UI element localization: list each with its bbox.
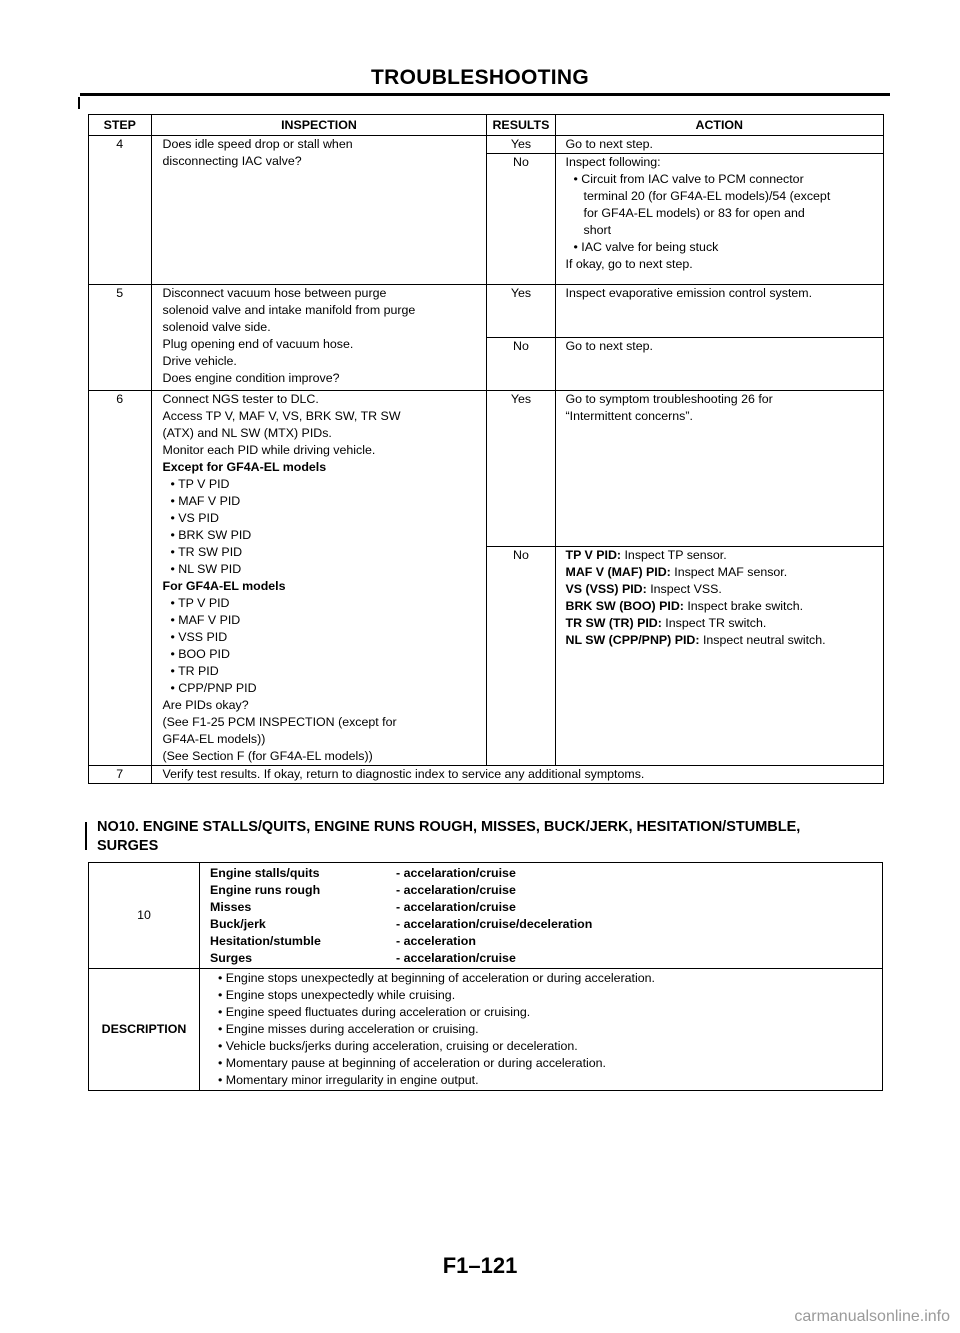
action-cell [555,391,884,547]
pid-item: • TR SW PID [170,545,243,559]
table-row [89,863,883,969]
section-heading-line: NO10. ENGINE STALLS/QUITS, ENGINE RUNS ROUGH, MISSES, BUCK/JERK, HESITATION/STUMBLE, [97,819,801,835]
symptom-item: Hesitation/stumble - acceleration [210,934,476,948]
step-5-label: 5 [116,286,124,300]
inspection-line: Does idle speed drop or stall when [162,137,353,151]
description-item: • Momentary minor irregularity in engine output. [218,1073,479,1087]
result-no [487,338,555,391]
action-text: If okay, go to next step. [565,257,693,271]
pid-item: • VSS PID [170,630,228,644]
margin-mark [85,822,87,850]
step-7-label: 7 [116,767,124,781]
result-label: Yes [510,137,532,151]
action-text: Inspect evaporative emission control system. [565,286,813,300]
inspection-line: Does engine condition improve? [162,371,340,385]
step-4-label: 4 [116,137,124,151]
action-text: Go to symptom troubleshooting 26 for [565,392,773,406]
description-item: • Engine stops unexpectedly at beginning of acceleration or during acceleration. [218,971,655,985]
section-heading [97,818,800,856]
step-inspection [151,136,487,285]
action-text: short [583,223,612,237]
pid-item: • BRK SW PID [170,528,252,542]
symptom-item: Engine stalls/quits - accelaration/cruise [210,866,516,880]
page-title: TROUBLESHOOTING [371,66,589,89]
result-label: No [513,548,529,562]
action-text: Go to next step. [565,137,653,151]
inspection-line: Verify test results. If okay, return to diagnostic index to service any additional symptoms. [162,767,645,781]
symptom-item: Misses - accelaration/cruise [210,900,516,914]
inspection-line: (See F1-25 PCM INSPECTION (except for [162,715,397,729]
table-row [89,969,883,1091]
action-text: TP V PID: Inspect TP sensor. [565,548,727,562]
action-bullet: • Circuit from IAC valve to PCM connector [573,172,804,186]
step-number [89,285,152,391]
inspection-line: solenoid valve side. [162,320,271,334]
action-cell [555,285,884,338]
action-text: terminal 20 (for GF4A-EL models)/54 (except [583,189,831,203]
action-text: NL SW (CPP/PNP) PID: Inspect neutral switch. [565,633,826,647]
symptom-item: Surges - accelaration/cruise [210,951,516,965]
inspection-line: Connect NGS tester to DLC. [162,392,319,406]
action-text: MAF V (MAF) PID: Inspect MAF sensor. [565,565,788,579]
pid-item: • TP V PID [170,596,230,610]
inspection-line: Plug opening end of vacuum hose. [162,337,354,351]
step-inspection [151,766,884,784]
inspection-line: (ATX) and NL SW (MTX) PIDs. [162,426,332,440]
inspection-line: Are PIDs okay? [162,698,249,712]
result-yes [487,391,555,547]
section-heading-line: SURGES [97,838,159,854]
result-no [487,547,555,766]
table-row [89,766,884,784]
description-item: • Engine stops unexpectedly while cruising. [218,988,456,1002]
inspection-line: Disconnect vacuum hose between purge [162,286,387,300]
result-label: No [513,155,529,169]
inspection-line: GF4A-EL models)) [162,732,266,746]
description-item: • Vehicle bucks/jerks during acceleration, cruising or deceleration. [218,1039,578,1053]
action-text: BRK SW (BOO) PID: Inspect brake switch. [565,599,804,613]
symptom-item: Engine runs rough - accelaration/cruise [210,883,516,897]
pid-item: • CPP/PNP PID [170,681,257,695]
inspection-line: Drive vehicle. [162,354,237,368]
description-label-text: DESCRIPTION [101,1022,187,1036]
symptom-table [88,862,883,1091]
action-text: for GF4A-EL models) or 83 for open and [583,206,805,220]
pid-item: • MAF V PID [170,613,241,627]
pid-item: • NL SW PID [170,562,242,576]
pid-item: • BOO PID [170,647,230,661]
step-number [89,766,152,784]
result-yes [487,136,555,154]
description-label [89,969,200,1091]
action-text: Go to next step. [565,339,653,353]
inspection-line: solenoid valve and intake manifold from purge [162,303,416,317]
pid-item: • TP V PID [170,477,230,491]
action-text: Inspect following: [565,155,661,169]
header-step: STEP [89,115,152,136]
inspection-subheading: For GF4A-EL models [162,579,286,593]
description-item: • Momentary pause at beginning of acceleration or during acceleration. [218,1056,606,1070]
result-label: Yes [510,286,532,300]
symptom-number [89,863,200,969]
table-header-row [89,115,884,136]
result-yes [487,285,555,338]
table-row [89,391,884,547]
action-cell [555,338,884,391]
margin-mark [78,97,80,109]
troubleshooting-steps-table [88,114,884,784]
symptom-list [200,863,883,969]
inspection-line: Monitor each PID while driving vehicle. [162,443,376,457]
result-label: Yes [510,392,532,406]
action-text: VS (VSS) PID: Inspect VSS. [565,582,722,596]
action-cell [555,154,884,285]
inspection-line: Access TP V, MAF V, VS, BRK SW, TR SW [162,409,401,423]
title-divider [80,93,890,96]
pid-item: • VS PID [170,511,219,525]
step-number [89,391,152,766]
pid-item: • TR PID [170,664,219,678]
action-bullet: • IAC valve for being stuck [573,240,719,254]
step-inspection [151,391,487,766]
result-label: No [513,339,529,353]
header-inspection: INSPECTION [151,115,487,136]
inspection-line: (See Section F (for GF4A-EL models)) [162,749,373,763]
pid-item: • MAF V PID [170,494,241,508]
symptom-number-label: 10 [137,908,151,922]
action-cell [555,547,884,766]
action-cell [555,136,884,154]
table-row [89,136,884,154]
symptom-item: Buck/jerk - accelaration/cruise/deceleration [210,917,593,931]
step-inspection [151,285,487,391]
action-text: TR SW (TR) PID: Inspect TR switch. [565,616,767,630]
watermark-text[interactable]: carmanualsonline.info [794,1308,950,1325]
header-results: RESULTS [487,115,555,136]
inspection-subheading: Except for GF4A-EL models [162,460,327,474]
step-number [89,136,152,285]
description-list [200,969,883,1091]
description-item: • Engine speed fluctuates during acceleration or cruising. [218,1005,531,1019]
action-text: “Intermittent concerns”. [565,409,693,423]
result-no [487,154,555,285]
header-action: ACTION [555,115,884,136]
table-row [89,285,884,338]
page-number: F1–121 [442,1253,518,1278]
inspection-line: disconnecting IAC valve? [162,154,302,168]
description-item: • Engine misses during acceleration or cruising. [218,1022,479,1036]
step-6-label: 6 [116,392,124,406]
